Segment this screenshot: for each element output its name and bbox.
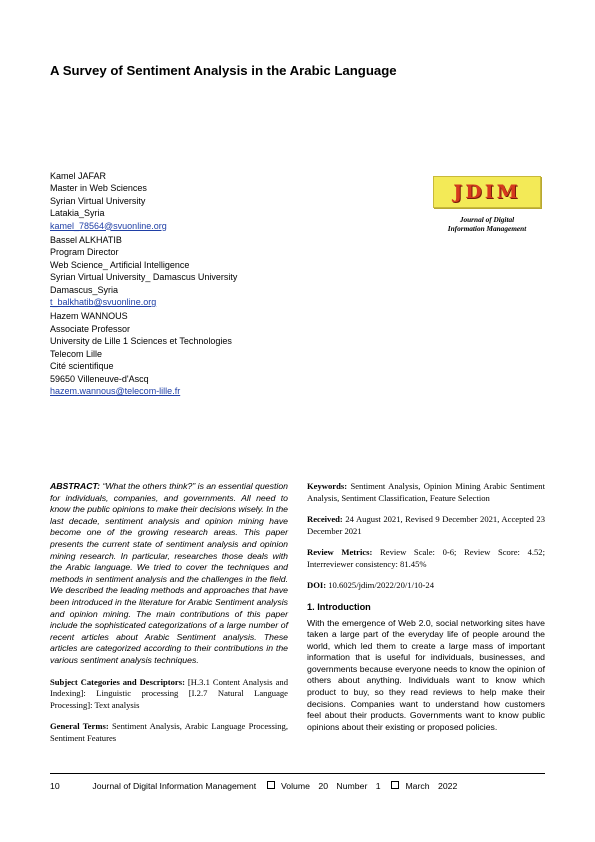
author-2-line: Damascus_Syria — [50, 284, 119, 295]
subject-label: Subject Categories and Descriptors: — [50, 676, 185, 687]
footer-divider — [50, 773, 545, 774]
review-metrics — [307, 547, 545, 570]
received-text: 24 August 2021, Revised 9 December 2021, Accepted 23 December 2021 — [307, 514, 545, 536]
author-1-line: Master in Web Sciences — [50, 183, 147, 194]
author-3-email-link[interactable]: hazem.wannous@telecom-lille.fr — [50, 385, 181, 396]
author-3-line: University de Lille 1 Sciences et Technologies — [50, 336, 232, 347]
jdim-logo-letters: JDIM — [453, 181, 521, 203]
page-footer — [50, 781, 545, 791]
footer-journal: Journal of Digital Information Management — [92, 781, 257, 791]
general-terms — [50, 721, 288, 744]
author-2-email-link[interactable]: t_balkhatib@svuonline.org — [50, 297, 157, 308]
square-bullet-icon — [267, 781, 275, 789]
doi-label: DOI: — [307, 580, 327, 590]
abstract-label: ABSTRACT: — [50, 481, 101, 491]
logo-caption-line: Information Management — [447, 224, 527, 233]
footer-date: March 2022 — [405, 781, 458, 791]
author-1 — [50, 170, 380, 232]
keywords-text: Sentiment Analysis, Opinion Mining Arabic Sentiment Analysis, Sentiment Classification, Feature Selection — [307, 481, 545, 503]
author-3-line: Associate Professor — [50, 323, 131, 334]
author-3-line: 59650 Villeneuve-d'Ascq — [50, 373, 149, 384]
introduction-text: With the emergence of Web 2.0, social networking sites have taken a large part of the everyday life of people around the world, which led them to create a large mass of important information that is useful for individuals, businesses, and governments because everyone needs to know the opinion of others about anything. Individuals want to know which product to buy, so they read reviews to help make their decisions. Companies want to understand how customers feel about their products. Governments want to know public opinions about their existing or proposed policies. — [307, 617, 545, 732]
subject-text: [H.3.1 Content Analysis and Indexing]: Linguistic processing [I.2.7 Natural Language Processing]: Text analysis — [50, 676, 288, 710]
author-2-line: Bassel ALKHATIB — [50, 235, 122, 246]
square-bullet-icon — [391, 781, 399, 789]
journal-logo-caption — [430, 215, 544, 233]
author-2 — [50, 234, 380, 308]
review-metrics-text: Review Scale: 0-6; Review Score: 4.52; Interreviewer consistency: 81.45% — [307, 547, 545, 569]
keywords — [307, 481, 545, 504]
received-dates — [307, 514, 545, 537]
abstract — [50, 481, 288, 667]
author-3-line: Hazem WANNOUS — [50, 311, 128, 322]
author-2-line: Syrian Virtual University_ Damascus University — [50, 272, 238, 283]
jdim-logo-badge — [433, 176, 541, 208]
doi — [307, 580, 545, 592]
abstract-text: “What the others think?” is an essential question for individuals, companies, and governments. All need to know the public opinions to make their decisions wisely. In the last decade, sentiment analysis and opinion mining have become one of the growing research areas. This paper presents the current state of sentiment analysis and opinion mining research. In particular, researches those deals with the Arabic language. We tried to cover the techniques and methods in sentiment analysis and the challenges in the field. We described the leading methods and approaches that have been introduced in the literature for Arabic Sentiment analysis and opinion mining. The main contributions of this paper include the sophisticated categorizations of a large number of recent articles about Arabic Sentiment analysis. These articles are categorized according to their contributions in the various sentiment analysis techniques. — [50, 481, 288, 665]
author-1-line: Latakia_Syria — [50, 208, 105, 219]
author-3-line: Cité scientifique — [50, 361, 114, 372]
author-2-line: Program Director — [50, 247, 119, 258]
subject-categories — [50, 677, 288, 712]
general-terms-label: General Terms: — [50, 721, 109, 731]
review-metrics-label: Review Metrics: — [307, 547, 373, 557]
page-number: 10 — [50, 781, 60, 791]
author-list — [50, 170, 380, 397]
author-1-line: Syrian Virtual University — [50, 195, 146, 206]
author-2-line: Web Science_ Artificial Intelligence — [50, 259, 190, 270]
left-column — [50, 481, 288, 744]
right-column — [307, 481, 545, 733]
general-terms-text: Sentiment Analysis, Arabic Language Processing, Sentiment Features — [50, 721, 288, 743]
logo-caption-line: Journal of Digital — [459, 215, 515, 224]
keywords-label: Keywords: — [307, 481, 348, 491]
doi-text: 10.6025/jdim/2022/20/1/10-24 — [326, 580, 435, 590]
received-label: Received: — [307, 514, 343, 524]
paper-title: A Survey of Sentiment Analysis in the Arabic Language — [50, 63, 397, 78]
introduction-heading: 1. Introduction — [307, 601, 371, 612]
journal-logo — [430, 176, 544, 233]
author-1-line: Kamel JAFAR — [50, 171, 107, 181]
footer-volume: Volume 20 Number 1 — [280, 781, 381, 791]
author-1-email-link[interactable]: kamel_78564@svuonline.org — [50, 220, 167, 231]
author-3 — [50, 310, 380, 397]
author-3-line: Telecom Lille — [50, 348, 103, 359]
